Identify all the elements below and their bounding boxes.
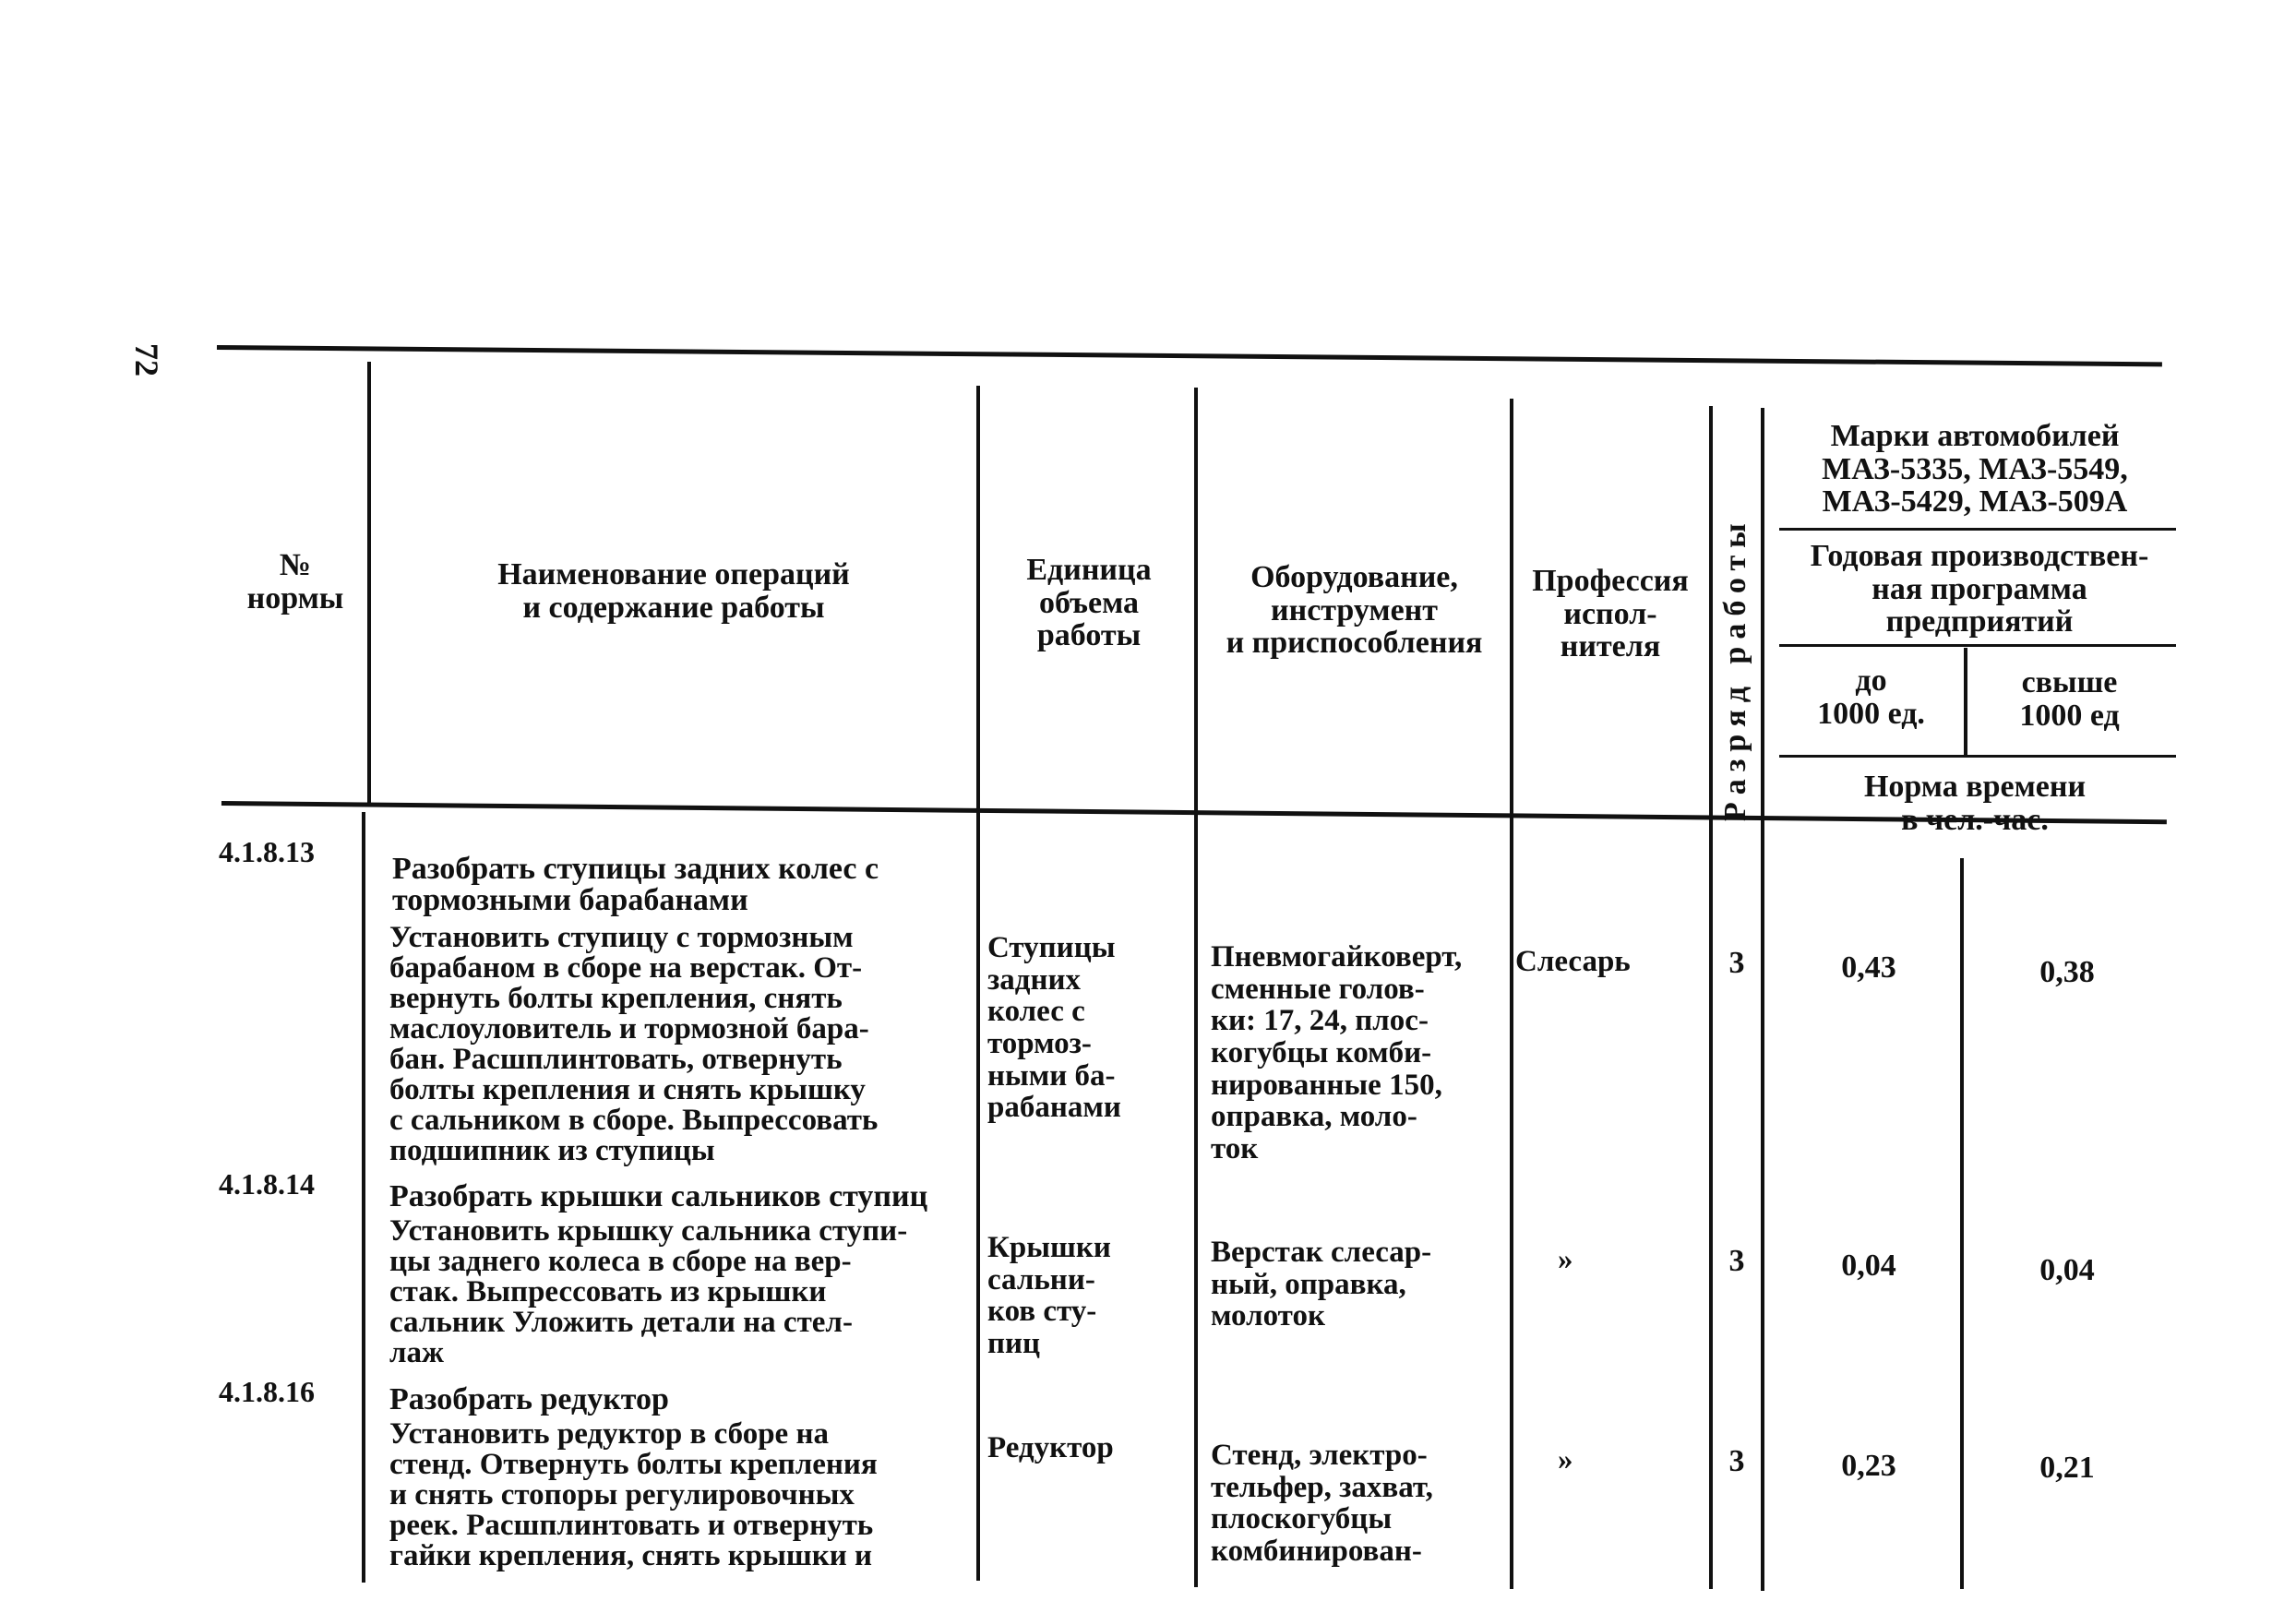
header-unit: Единица объема работы xyxy=(1026,553,1152,653)
col-line-1b xyxy=(362,812,365,1583)
col-line-1 xyxy=(367,362,371,805)
norm-over-1000: 0,04 xyxy=(2039,1253,2095,1287)
col-line-7 xyxy=(1964,648,1967,757)
equipment: Стенд, электро- тельфер, захват, плоскогубцы комбинирован- xyxy=(1211,1439,1433,1568)
operation-description: Установить крышку сальника ступи- цы заднего колеса в сборе на вер- стак. Выпрессовать из крышки сальник Уложить детали на стел- лаж xyxy=(389,1214,908,1369)
operation-title: Разобрать крышки сальников ступиц xyxy=(389,1179,928,1213)
work-grade: 3 xyxy=(1728,1244,1745,1278)
norm-upto-1000: 0,04 xyxy=(1841,1249,1896,1283)
norm-upto-1000: 0,23 xyxy=(1841,1449,1896,1483)
equipment: Пневмогайковерт, сменные голов- ки: 17, 24, плос- когубцы комби- нированные 150, оправка, моло- ток xyxy=(1211,940,1463,1165)
header-time-norm: Норма времени в чел.-час. xyxy=(1863,770,2087,837)
col-line-4 xyxy=(1510,399,1513,1589)
work-grade: 3 xyxy=(1728,946,1745,980)
col-line-7b xyxy=(1960,858,1964,1589)
header-grade: Разряд работы xyxy=(1718,516,1752,821)
header-program: Годовая производствен- ная программа предприятий xyxy=(1810,539,2149,639)
row-number: 4.1.8.16 xyxy=(219,1375,315,1408)
header-number: № нормы xyxy=(246,548,344,615)
col-line-6 xyxy=(1761,408,1764,1591)
operation-title: Разобрать редуктор xyxy=(389,1382,669,1416)
header-over-1000: свыше 1000 ед xyxy=(2019,665,2120,733)
col-line-5 xyxy=(1709,406,1713,1589)
operation-title: Разобрать ступицы задних колес с тормозными барабанами xyxy=(392,852,879,917)
norm-over-1000: 0,38 xyxy=(2039,955,2095,989)
header-brands: Марки автомобилей МАЗ-5335, МАЗ-5549, МАЗ-5429, МАЗ-509А xyxy=(1822,419,2128,520)
row-number: 4.1.8.13 xyxy=(219,835,315,868)
row-number: 4.1.8.14 xyxy=(219,1167,315,1201)
table-top-rule xyxy=(217,345,2162,366)
work-unit: Редуктор xyxy=(987,1431,1114,1464)
work-unit: Крышки сальни- ков сту- пиц xyxy=(987,1231,1111,1360)
upto-over-rule xyxy=(1779,755,2176,758)
header-operation-name: Наименование операций и содержание работы xyxy=(497,557,850,625)
work-grade: 3 xyxy=(1728,1444,1745,1478)
norm-over-1000: 0,21 xyxy=(2039,1451,2095,1485)
header-profession: Профессия испол- нителя xyxy=(1532,564,1689,664)
header-upto-1000: до 1000 ед. xyxy=(1817,663,1925,731)
header-equipment: Оборудование, инструмент и приспособления xyxy=(1226,560,1483,661)
operation-description: Установить редуктор в сборе на стенд. Отвернуть болты крепления и снять стопоры регулировочных реек. Расшплинтовать и отвернуть гайки крепления, снять крышки и xyxy=(389,1417,878,1572)
program-rule xyxy=(1779,644,2176,647)
norm-upto-1000: 0,43 xyxy=(1841,950,1896,985)
profession: » xyxy=(1558,1243,1573,1276)
profession: Слесарь xyxy=(1515,945,1631,978)
col-line-3 xyxy=(1194,388,1198,1587)
equipment: Верстак слесар- ный, оправка, молоток xyxy=(1211,1236,1432,1333)
operation-description: Установить ступицу с тормозным барабаном в сборе на верстак. От- вернуть болты крепления, снять маслоуловитель и тормозной бара- бан. Расшплинтовать, отвернуть болты крепления и снять крышку с сальником в сборе. Выпрессовать подшипник из ступицы xyxy=(389,921,879,1167)
profession: » xyxy=(1558,1443,1573,1476)
work-unit: Ступицы задних колес с тормоз- ными ба- рабанами xyxy=(987,931,1121,1125)
page-number: 72 xyxy=(128,343,165,376)
brands-rule xyxy=(1779,528,2176,531)
